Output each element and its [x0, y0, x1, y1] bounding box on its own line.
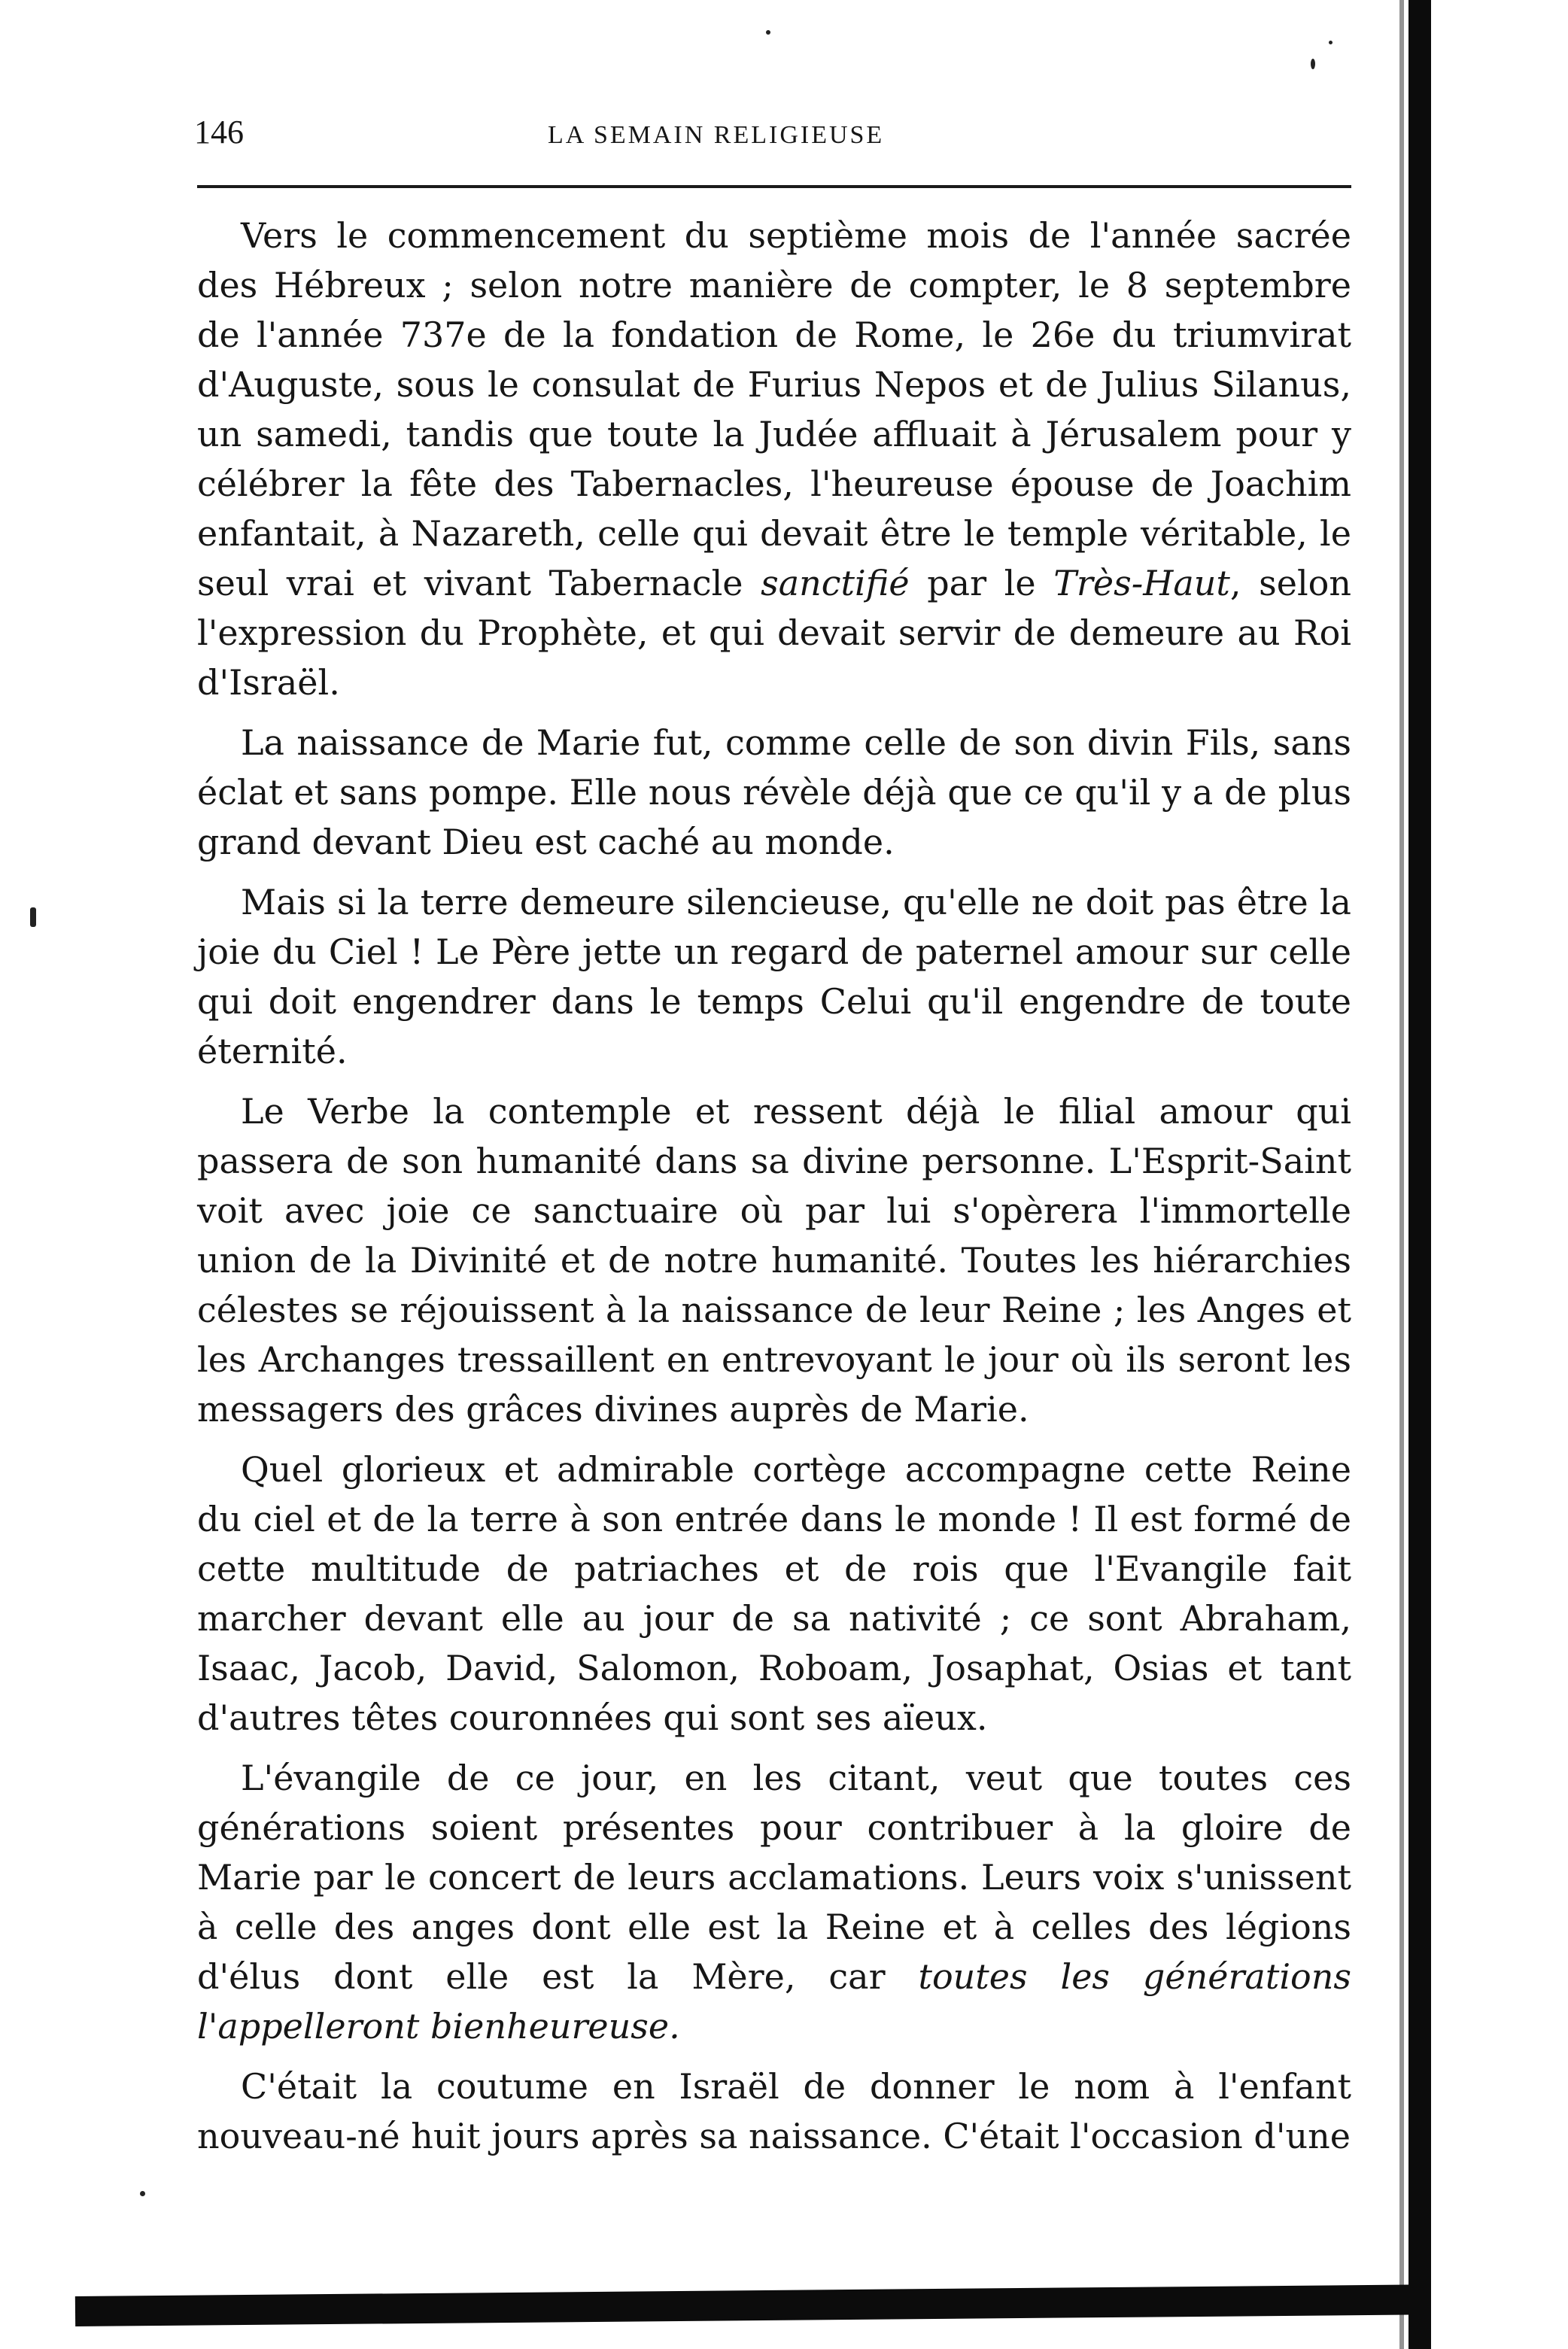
scan-edge-right — [1408, 0, 1431, 2349]
paragraph — [197, 211, 1351, 707]
italic-run: toutes les générations l'appelleront bienheureuse. — [197, 1956, 1351, 2047]
text-run: La naissance de Marie fut, comme celle de son divin Fils, sans éclat et sans pompe. Elle nous révèle déjà que ce qu'il y a de plus grand devant Dieu est caché au monde. — [197, 722, 1351, 862]
italic-run: Très-Haut — [1053, 563, 1230, 603]
body-text — [197, 211, 1351, 2171]
page-number: 146 — [194, 114, 244, 150]
paragraph — [197, 1753, 1351, 2051]
header-rule — [197, 185, 1351, 188]
scan-speck — [766, 30, 770, 35]
paragraph — [197, 718, 1351, 867]
italic-run: sanctifié — [761, 563, 910, 603]
text-run: , selon l'expression du Prophète, et qui devait servir de demeure au Roi d'Israël. — [197, 563, 1351, 703]
text-run: Quel glorieux et admirable cortège accompagne cette Reine du ciel et de la terre à son entrée dans le monde ! Il est formé de cette multitude de patriaches et de rois que l'Evangile fait marcher devant elle au jour de sa nativité ; ce sont Abraham, Isaac, Jacob, David, Salomon, Roboam, Josaphat, Osias et tant d'autres têtes couronnées qui sont ses aïeux. — [197, 1449, 1351, 1738]
text-run: Mais si la terre demeure silencieuse, qu'elle ne doit pas être la joie du Ciel ! Le Père jette un regard de paternel amour sur celle qui doit engendrer dans le temps Celui qu'il engendre de toute éternité. — [197, 882, 1351, 1071]
paragraph — [197, 1086, 1351, 1434]
text-run: C'était la coutume en Israël de donner le nom à l'enfant nouveau-né huit jours après sa naissance. C'était l'occasion d'une — [197, 2066, 1351, 2156]
scan-speck — [140, 2191, 145, 2196]
running-title: LA SEMAIN RELIGIEUSE — [548, 121, 885, 149]
text-run: par le — [909, 563, 1054, 603]
scan-speck — [1311, 59, 1315, 69]
paragraph — [197, 2062, 1351, 2161]
paragraph — [197, 877, 1351, 1076]
text-run: Vers le commencement du septième mois de l'année sacrée des Hébreux ; selon notre manière de compter, le 8 septembre de l'année 737e de la fondation de Rome, le 26e du triumvirat d'Auguste, sous le consulat de Furius Nepos et de Julius Silanus, un samedi, tandis que toute la Judée affluait à Jérusalem pour y célébrer la fête des Tabernacles, l'heureuse épouse de Joachim enfantait, à Nazareth, celle qui devait être le temple véritable, le seul vrai et vivant Tabernacle — [197, 215, 1351, 603]
scan-speck — [30, 907, 36, 927]
scan-edge-bottom — [75, 2284, 1430, 2326]
text-run: Le Verbe la contemple et ressent déjà le filial amour qui passera de son humanité dans sa divine personne. L'Esprit-Saint voit avec joie ce sanctuaire où par lui s'opèrera l'immortelle union de la Divinité et de notre humanité. Toutes les hiérarchies célestes se réjouissent à la naissance de leur Reine ; les Anges et les Archanges tressaillent en entrevoyant le jour où ils seront les messagers des grâces divines auprès de Marie. — [197, 1091, 1351, 1430]
scan-shadow — [1399, 0, 1404, 2349]
paragraph — [197, 1445, 1351, 1743]
text-run: L'évangile de ce jour, en les citant, veut que toutes ces générations soient présentes pour contribuer à la gloire de Marie par le concert de leurs acclamations. Leurs voix s'unissent à celle des anges dont elle est la Reine et à celles des légions d'élus dont elle est la Mère, car — [197, 1758, 1351, 1997]
scan-speck — [1329, 41, 1332, 44]
